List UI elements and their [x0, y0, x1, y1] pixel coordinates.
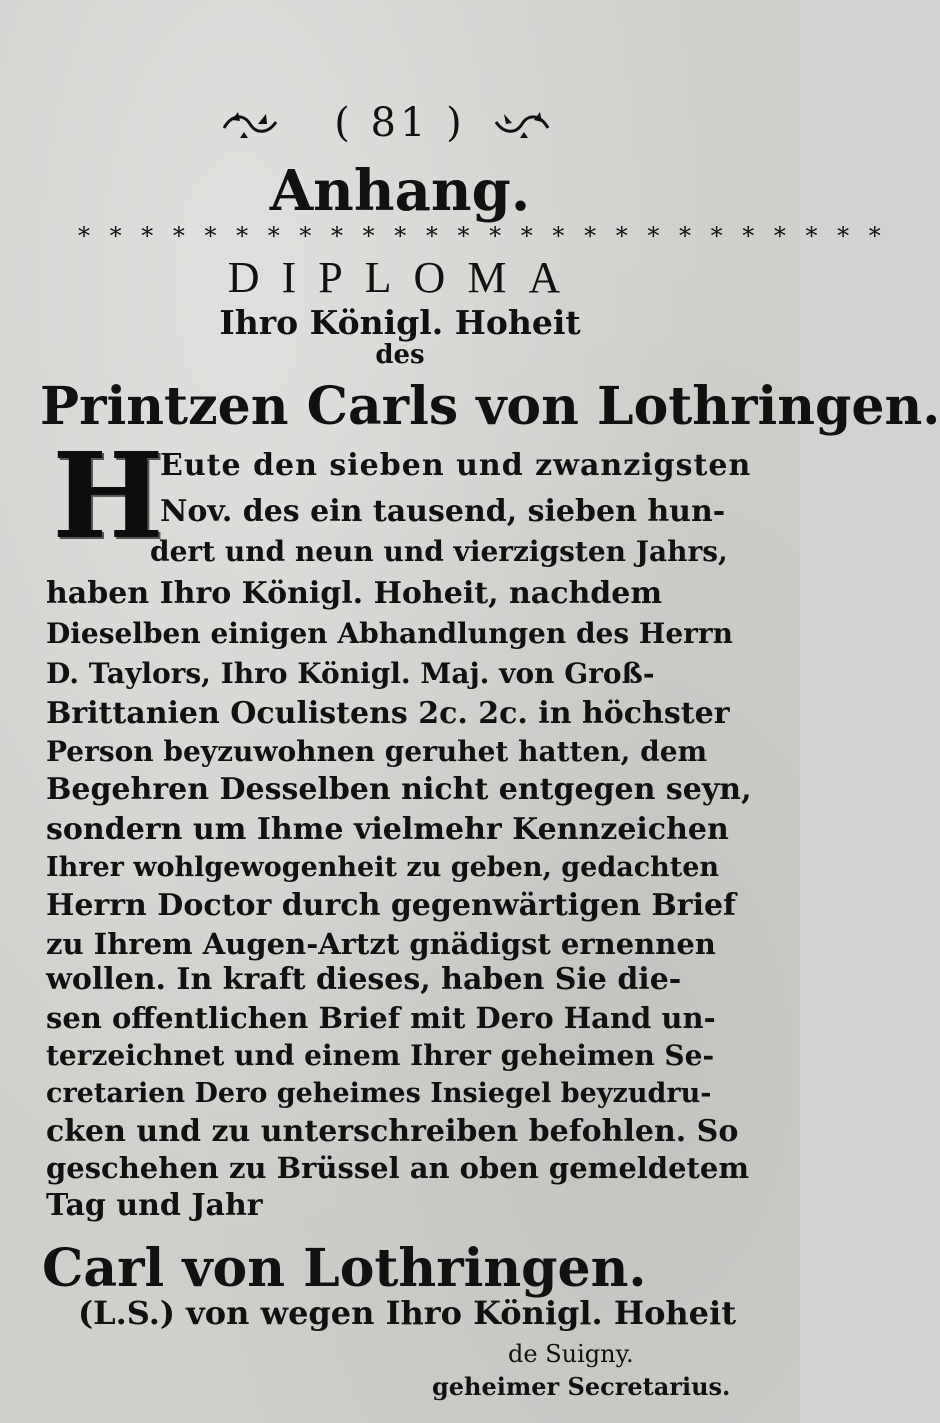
- page-title: Anhang.: [269, 158, 531, 224]
- body-line-11: Ihrer wohlgewogenheit zu geben, gedachten: [46, 852, 720, 883]
- subtitle: Ihro Königl. Hoheit: [219, 303, 581, 342]
- body-line-3: dert und neun und vierzigsten Jahrs,: [150, 535, 728, 568]
- body-line-6: D. Taylors, Ihro Königl. Maj. von Groß-: [46, 657, 655, 690]
- body-line-19: geschehen zu Brüssel an oben gemeldetem: [46, 1151, 750, 1185]
- diploma-heading: DIPLOMA: [227, 253, 583, 302]
- drop-cap-letter: H: [52, 426, 164, 565]
- body-line-18: cken und zu unterschreiben befohlen. So: [46, 1114, 739, 1149]
- body-line-7: Brittanien Oculistens 2c. 2c. in höchster: [46, 696, 730, 731]
- body-line-13: zu Ihrem Augen-Artzt gnädigst ernennen: [46, 927, 716, 961]
- body-line-10: sondern um Ihme vielmehr Kennzeichen: [46, 812, 729, 847]
- secretary-name: de Suigny.: [508, 1340, 634, 1368]
- ornament-rule: * * * * * * * * * * * * * * * * * * * * * * * * * *: [78, 222, 887, 250]
- body-line-12: Herrn Doctor durch gegenwärtigen Brief: [46, 888, 736, 923]
- body-line-20: Tag und Jahr: [46, 1188, 263, 1223]
- prince-heading: Printzen Carls von Lothringen.: [40, 376, 940, 437]
- body-line-17: cretarien Dero geheimes Insiegel beyzudru-: [46, 1078, 712, 1109]
- secretary-title: geheimer Secretarius.: [432, 1372, 731, 1401]
- body-line-9: Begehren Desselben nicht entgegen seyn,: [46, 772, 752, 807]
- body-line-4: haben Ihro Königl. Hoheit, nachdem: [46, 576, 663, 611]
- body-line-5: Dieselben einigen Abhandlungen des Herrn: [46, 617, 734, 650]
- right-fleuron-icon: [494, 110, 550, 140]
- body-line-8: Person beyzuwohnen geruhet hatten, dem: [46, 735, 708, 768]
- body-line-16: terzeichnet und einem Ihrer geheimen Se-: [46, 1039, 715, 1072]
- body-line-1: Eute den sieben und zwanzigsten: [160, 448, 752, 483]
- body-line-15: sen offentlichen Brief mit Dero Hand un-: [46, 1001, 716, 1035]
- body-line-14: wollen. In kraft dieses, haben Sie die-: [46, 962, 682, 997]
- body-line-2: Nov. des ein tausend, sieben hun-: [160, 494, 726, 529]
- des-line: des: [375, 340, 425, 370]
- signature: Carl von Lothringen.: [42, 1238, 647, 1299]
- seal-line: (L.S.) von wegen Ihro Königl. Hoheit: [78, 1294, 736, 1332]
- page-number: ( 81 ): [334, 100, 466, 146]
